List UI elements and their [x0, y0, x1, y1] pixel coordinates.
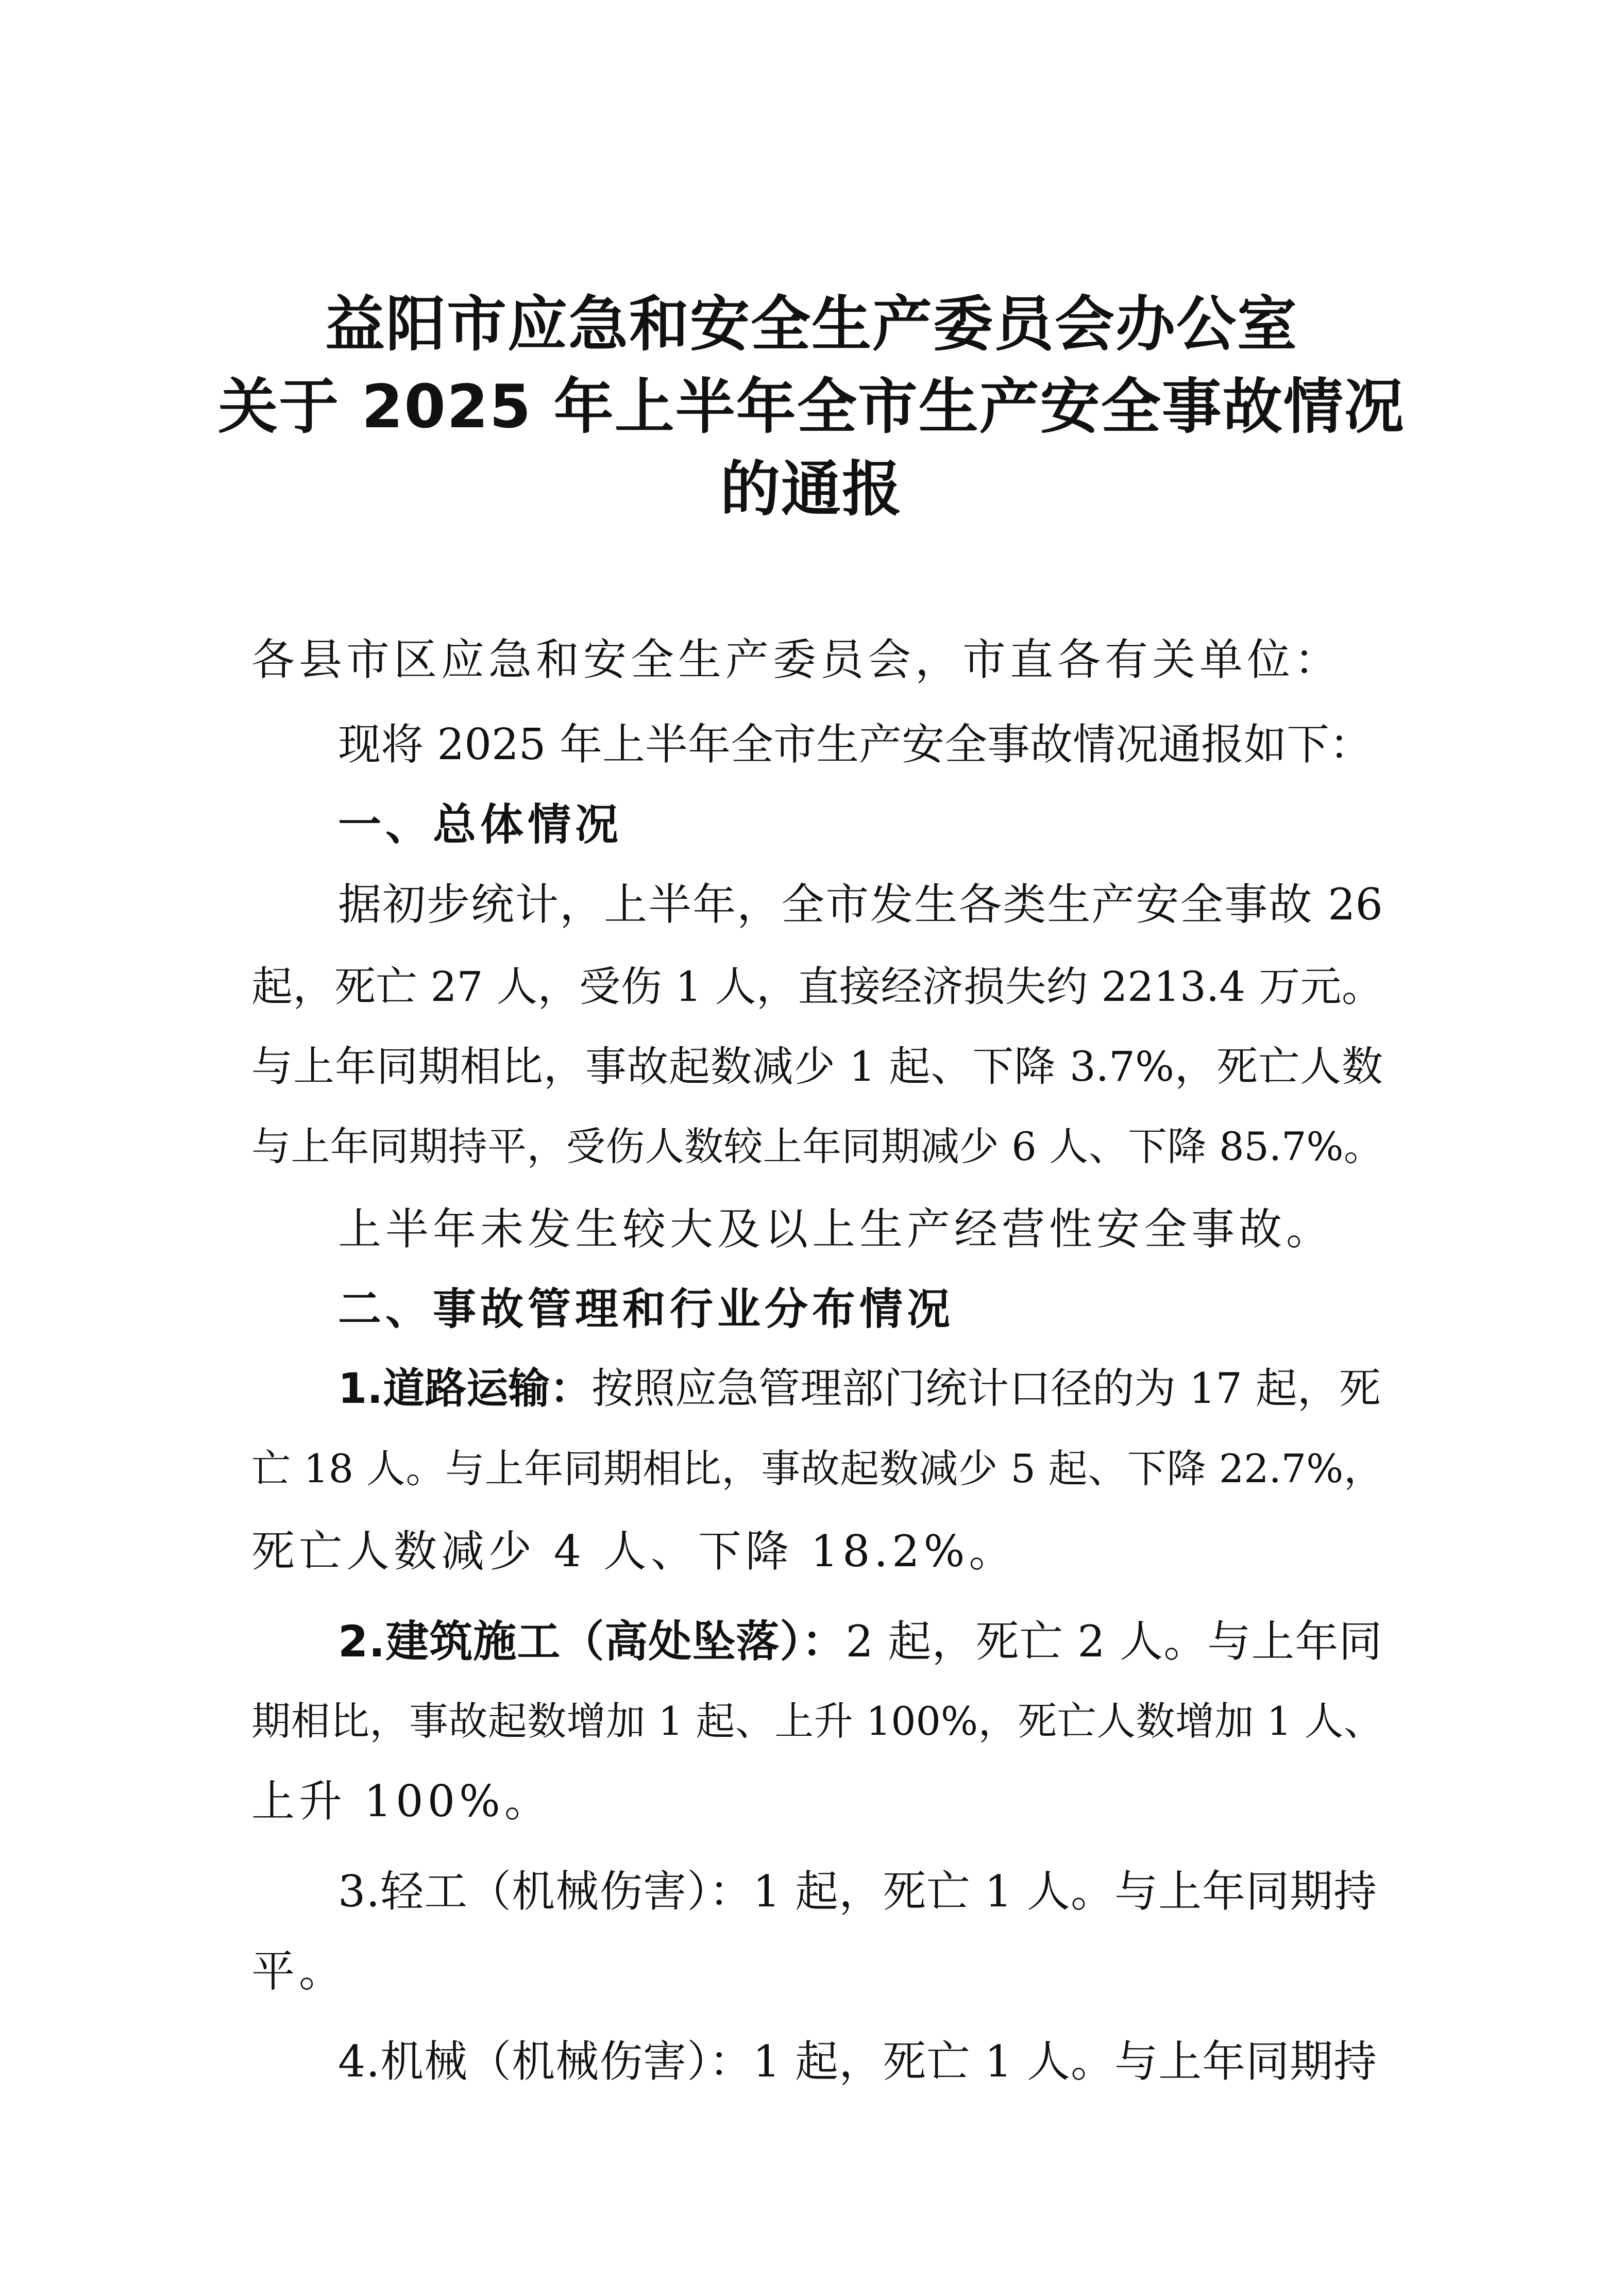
- paragraph-line: 期相比，事故起数增加 1 起、上升 100%，死亡人数增加 1 人、: [251, 1698, 1383, 1744]
- section-1-heading: 一、总体情况: [338, 799, 623, 850]
- section-2-heading: 二、事故管理和行业分布情况: [338, 1284, 955, 1334]
- paragraph-line: [338, 1361, 1383, 1417]
- salutation: 各县市区应急和安全生产委员会，市直各有关单位：: [251, 634, 1342, 685]
- item-label: 4.机械（机械伤害）：: [338, 2036, 753, 2087]
- paragraph-line: 上升 100%。: [251, 1776, 552, 1826]
- paragraph-line: 平。: [251, 1946, 347, 1997]
- paragraph-line: [338, 1863, 1383, 1920]
- intro-paragraph: 现将 2025 年上半年全市生产安全事故情况通报如下：: [338, 719, 1372, 769]
- item-text: 2 起，死亡 2 人。与上年同: [846, 1616, 1383, 1667]
- item-label: 3.轻工（机械伤害）：: [338, 1866, 753, 1917]
- title-line-1: 益阳市应急和安全生产委员会办公室: [325, 290, 1298, 359]
- paragraph-line: 起，死亡 27 人，受伤 1 人，直接经济损失约 2213.4 万元。: [251, 963, 1383, 1011]
- paragraph-line: 死亡人数减少 4 人、下降 18.2%。: [251, 1526, 1017, 1577]
- item-label: 2.建筑施工（高处坠落）：: [338, 1616, 846, 1667]
- paragraph-line: [338, 1613, 1383, 1670]
- title-line-2: 关于 2025 年上半年全市生产安全事故情况: [218, 372, 1405, 442]
- paragraph-line: 与上年同期持平，受伤人数较上年同期减少 6 人、下降 85.7%。: [251, 1124, 1383, 1169]
- item-text: 按照应急管理部门统计口径的为 17 起，死: [591, 1365, 1381, 1413]
- paragraph-line: 据初步统计，上半年，全市发生各类生产安全事故 26: [338, 879, 1383, 930]
- item-text: 1 起，死亡 1 人。与上年同期持: [753, 1866, 1378, 1917]
- paragraph-line: 与上年同期相比，事故起数减少 1 起、下降 3.7%，死亡人数: [251, 1043, 1383, 1091]
- paragraph-line: 亡 18 人。与上年同期相比，事故起数减少 5 起、下降 22.7%，: [251, 1446, 1383, 1491]
- title-line-3: 的通报: [720, 455, 903, 524]
- paragraph-line: [338, 2033, 1383, 2090]
- item-text: 1 起，死亡 1 人。与上年同期持: [753, 2036, 1378, 2087]
- item-label: 1.道路运输：: [338, 1365, 592, 1413]
- section-1-paragraph-2: 上半年未发生较大及以上生产经营性安全事故。: [338, 1204, 1334, 1254]
